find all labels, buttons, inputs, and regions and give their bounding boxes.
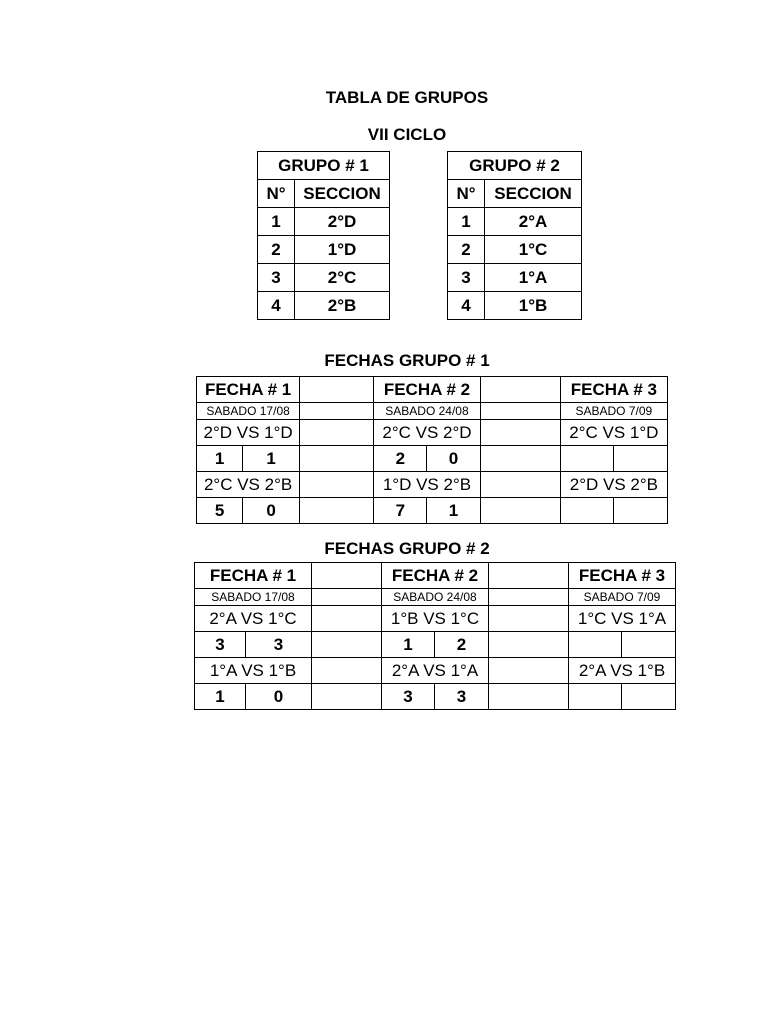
- score-home: 7: [374, 498, 427, 524]
- score-row: [195, 632, 676, 658]
- fixture-spacer: [312, 563, 382, 589]
- fixture-spacer: [312, 658, 382, 684]
- group-2-num: 1: [448, 208, 485, 236]
- fecha-2-label: FECHA # 2: [382, 563, 489, 589]
- fecha-1-day: SABADO 17/08: [197, 403, 300, 420]
- score-home: 5: [197, 498, 243, 524]
- score-row: [197, 446, 668, 472]
- fixture-spacer: [489, 589, 569, 606]
- document-subtitle: VII CICLO: [367, 125, 447, 144]
- score-away: [622, 684, 676, 710]
- fixture-spacer: [489, 563, 569, 589]
- score-row: [197, 498, 668, 524]
- group-2-col-num: N°: [448, 180, 485, 208]
- groups-table: [257, 151, 582, 320]
- fixture-spacer: [300, 472, 374, 498]
- group-1-num: 4: [258, 292, 295, 320]
- fecha-3-day: SABADO 7/09: [569, 589, 676, 606]
- fixture-spacer: [312, 606, 382, 632]
- fixture-spacer: [480, 420, 560, 446]
- score-row: [195, 684, 676, 710]
- fecha-3-day: SABADO 7/09: [560, 403, 667, 420]
- group-1-num: 3: [258, 264, 295, 292]
- score-home: 3: [382, 684, 435, 710]
- fixture-spacer: [489, 658, 569, 684]
- match-teams: 2°D VS 2°B: [560, 472, 667, 498]
- match-teams: 2°A VS 1°B: [569, 658, 676, 684]
- score-away: 3: [435, 684, 489, 710]
- score-away: [613, 498, 667, 524]
- group-1-section: 2°C: [295, 264, 390, 292]
- score-home: [569, 632, 622, 658]
- fixture-spacer: [480, 377, 560, 403]
- score-away: [622, 632, 676, 658]
- fixture-date-row: [195, 589, 676, 606]
- group-2-col-section: SECCION: [485, 180, 582, 208]
- group-1-name: GRUPO # 1: [258, 152, 390, 180]
- match-row: [195, 606, 676, 632]
- match-row: [197, 420, 668, 446]
- group-1-num: 1: [258, 208, 295, 236]
- group-1-col-num: N°: [258, 180, 295, 208]
- score-home: 1: [197, 446, 243, 472]
- fixture-spacer: [480, 472, 560, 498]
- group-2-num: 4: [448, 292, 485, 320]
- match-row: [195, 658, 676, 684]
- score-away: 1: [243, 446, 300, 472]
- match-teams: 2°C VS 2°D: [374, 420, 480, 446]
- score-home: [569, 684, 622, 710]
- fixtures-2-heading: FECHAS GRUPO # 2: [324, 539, 490, 558]
- score-home: [560, 446, 613, 472]
- fixture-spacer: [312, 632, 382, 658]
- fixture-date-row: [197, 403, 668, 420]
- fixture-spacer: [480, 403, 560, 420]
- group-1-section: 2°B: [295, 292, 390, 320]
- fecha-1-day: SABADO 17/08: [195, 589, 312, 606]
- match-teams: 2°C VS 2°B: [197, 472, 300, 498]
- fixture-header-row: [197, 377, 668, 403]
- fixture-spacer: [489, 684, 569, 710]
- fecha-3-label: FECHA # 3: [569, 563, 676, 589]
- group-2-section: 1°B: [485, 292, 582, 320]
- fecha-3-label: FECHA # 3: [560, 377, 667, 403]
- score-away: 0: [427, 446, 480, 472]
- score-home: [560, 498, 613, 524]
- match-teams: 1°B VS 1°C: [382, 606, 489, 632]
- group-1-num: 2: [258, 236, 295, 264]
- score-away: 0: [243, 498, 300, 524]
- fecha-2-day: SABADO 24/08: [374, 403, 480, 420]
- fixture-spacer: [312, 684, 382, 710]
- fixture-spacer: [489, 606, 569, 632]
- fecha-1-label: FECHA # 1: [195, 563, 312, 589]
- match-teams: 2°C VS 1°D: [560, 420, 667, 446]
- match-teams: 2°A VS 1°A: [382, 658, 489, 684]
- match-teams: 1°D VS 2°B: [374, 472, 480, 498]
- fixtures-1-table: [196, 376, 668, 524]
- group-header-row: [258, 152, 582, 180]
- group-2-section: 1°C: [485, 236, 582, 264]
- group-1-section: 1°D: [295, 236, 390, 264]
- group-2-section: 2°A: [485, 208, 582, 236]
- fecha-1-label: FECHA # 1: [197, 377, 300, 403]
- group-2-section: 1°A: [485, 264, 582, 292]
- fixture-spacer: [300, 403, 374, 420]
- fixture-spacer: [300, 498, 374, 524]
- score-away: 1: [427, 498, 480, 524]
- score-away: [613, 446, 667, 472]
- score-away: 2: [435, 632, 489, 658]
- fixture-spacer: [300, 446, 374, 472]
- fecha-2-label: FECHA # 2: [374, 377, 480, 403]
- fixture-spacer: [489, 632, 569, 658]
- fixture-header-row: [195, 563, 676, 589]
- match-teams: 2°A VS 1°C: [195, 606, 312, 632]
- score-away: 0: [246, 684, 312, 710]
- fixture-spacer: [312, 589, 382, 606]
- fecha-2-day: SABADO 24/08: [382, 589, 489, 606]
- document-title: TABLA DE GRUPOS: [325, 88, 489, 107]
- match-teams: 2°D VS 1°D: [197, 420, 300, 446]
- score-home: 2: [374, 446, 427, 472]
- fixture-spacer: [300, 377, 374, 403]
- fixtures-2-table: [194, 562, 676, 710]
- score-home: 3: [195, 632, 246, 658]
- score-home: 1: [382, 632, 435, 658]
- fixture-spacer: [480, 446, 560, 472]
- fixture-spacer: [480, 498, 560, 524]
- score-home: 1: [195, 684, 246, 710]
- match-row: [197, 472, 668, 498]
- group-1-section: 2°D: [295, 208, 390, 236]
- score-away: 3: [246, 632, 312, 658]
- group-spacer: [390, 152, 448, 320]
- group-2-num: 3: [448, 264, 485, 292]
- match-teams: 1°A VS 1°B: [195, 658, 312, 684]
- group-2-name: GRUPO # 2: [448, 152, 582, 180]
- group-2-num: 2: [448, 236, 485, 264]
- fixture-spacer: [300, 420, 374, 446]
- group-1-col-section: SECCION: [295, 180, 390, 208]
- match-teams: 1°C VS 1°A: [569, 606, 676, 632]
- fixtures-1-heading: FECHAS GRUPO # 1: [324, 351, 490, 370]
